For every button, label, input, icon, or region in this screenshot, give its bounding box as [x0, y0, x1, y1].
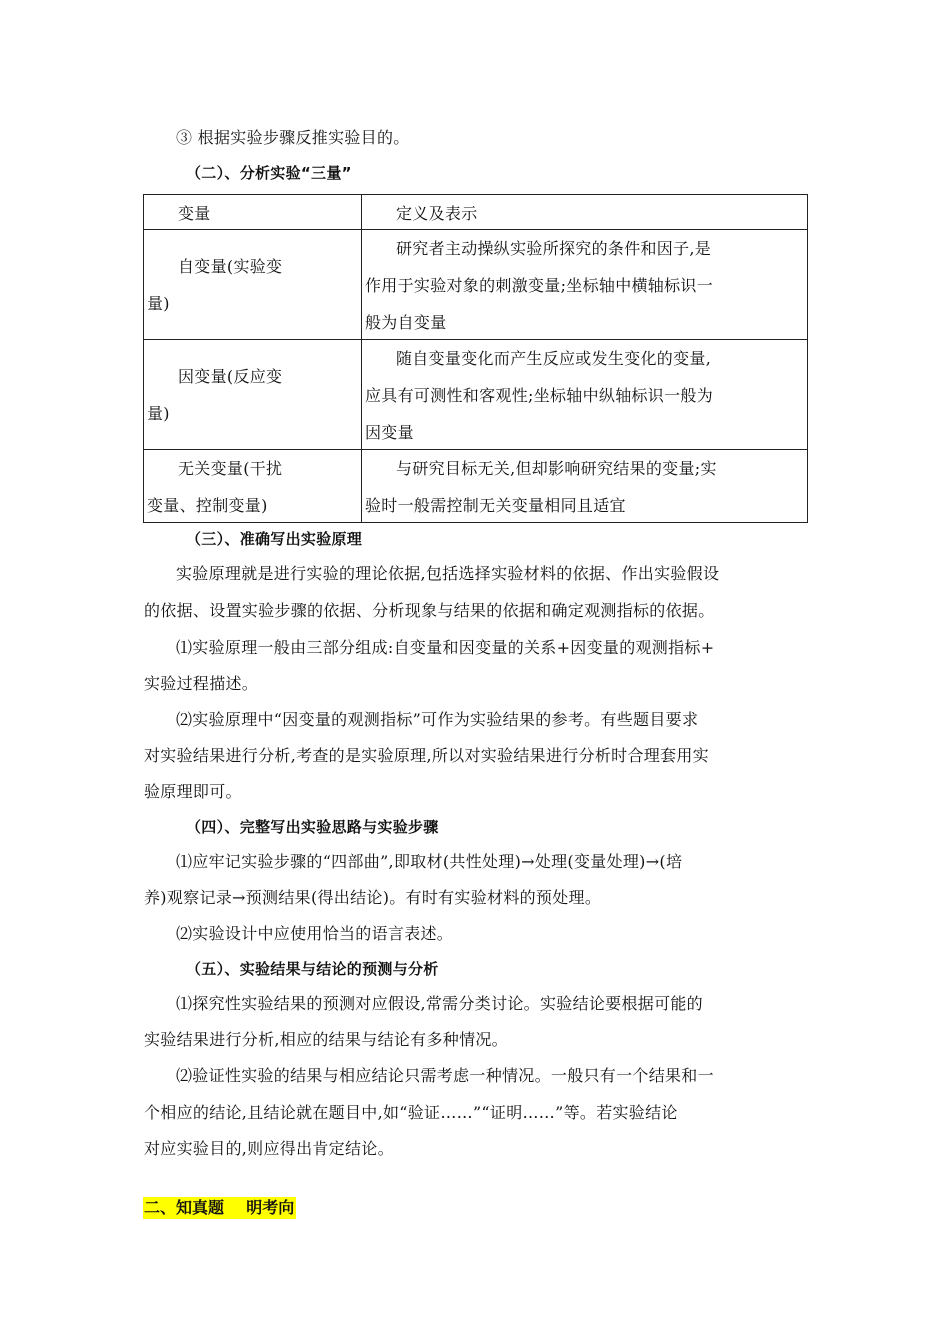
definition-line: 与研究目标无关,但却影响研究结果的变量;实 — [396, 459, 717, 478]
header-cell-definition — [362, 195, 808, 230]
variable-name-line: 量) — [147, 294, 170, 313]
section-heading-4: （四）、完整写出实验思路与实验步骤 — [186, 818, 439, 836]
paragraph-line: 实验过程描述。 — [144, 674, 259, 693]
variable-name-line: 变量、控制变量) — [147, 496, 268, 515]
variable-definition-cell — [362, 450, 808, 523]
variable-name-cell — [144, 230, 362, 340]
header-variable-text: 变量 — [178, 204, 211, 223]
paragraph-line: ⑵实验设计中应使用恰当的语言表述。 — [176, 924, 454, 943]
definition-line: 随自变量变化而产生反应或发生变化的变量, — [396, 349, 712, 368]
header-cell-variable — [144, 195, 362, 230]
section-heading-3: （三）、准确写出实验原理 — [186, 530, 363, 548]
variable-definition-cell — [362, 340, 808, 450]
paragraph-step3: ③ 根据实验步骤反推实验目的。 — [176, 128, 410, 147]
table-row — [144, 230, 808, 340]
variable-name-cell — [144, 340, 362, 450]
definition-line: 因变量 — [365, 423, 414, 442]
definition-line: 般为自变量 — [365, 313, 447, 332]
paragraph-line: 验原理即可。 — [144, 782, 242, 801]
variable-definition-cell — [362, 230, 808, 340]
variables-table — [143, 194, 808, 523]
table-row — [144, 340, 808, 450]
paragraph-line: 养)观察记录→预测结果(得出结论)。有时有实验材料的预处理。 — [144, 888, 602, 907]
paragraph-line: 对应实验目的,则应得出肯定结论。 — [144, 1139, 394, 1158]
definition-line: 验时一般需控制无关变量相同且适宜 — [365, 496, 626, 515]
variable-name-line: 因变量(反应变 — [178, 367, 283, 386]
part2-heading: 二、知真题 明考向 — [144, 1198, 295, 1217]
section-heading-2: （二）、分析实验“三量” — [186, 164, 352, 182]
paragraph-line: ⑵验证性实验的结果与相应结论只需考虑一种情况。一般只有一个结果和一 — [176, 1066, 714, 1085]
table-row — [144, 450, 808, 523]
definition-line: 作用于实验对象的刺激变量;坐标轴中横轴标识一 — [365, 276, 713, 295]
variable-name-cell — [144, 450, 362, 523]
paragraph-line: 个相应的结论,且结论就在题目中,如“验证……”“证明……”等。若实验结论 — [144, 1103, 678, 1122]
paragraph-line: ⑴实验原理一般由三部分组成:自变量和因变量的关系+因变量的观测指标+ — [176, 638, 715, 657]
paragraph-line: ⑴探究性实验结果的预测对应假设,常需分类讨论。实验结论要根据可能的 — [176, 994, 703, 1013]
table-header-row — [144, 195, 808, 230]
definition-line: 研究者主动操纵实验所探究的条件和因子,是 — [396, 239, 712, 258]
paragraph-line: 的依据、设置实验步骤的依据、分析现象与结果的依据和确定观测指标的依据。 — [144, 601, 715, 620]
paragraph-line: 实验结果进行分析,相应的结果与结论有多种情况。 — [144, 1030, 508, 1049]
paragraph-line: 实验原理就是进行实验的理论依据,包括选择实验材料的依据、作出实验假设 — [176, 564, 720, 583]
paragraph-line: ⑴应牢记实验步骤的“四部曲”,即取材(共性处理)→处理(变量处理)→(培 — [176, 852, 683, 871]
section-heading-5: （五）、实验结果与结论的预测与分析 — [186, 960, 439, 978]
variable-name-line: 无关变量(干扰 — [178, 459, 283, 478]
paragraph-line: ⑵实验原理中“因变量的观测指标”可作为实验结果的参考。有些题目要求 — [176, 710, 699, 729]
header-definition-text: 定义及表示 — [396, 204, 478, 223]
definition-line: 应具有可测性和客观性;坐标轴中纵轴标识一般为 — [365, 386, 713, 405]
paragraph-line: 对实验结果进行分析,考查的是实验原理,所以对实验结果进行分析时合理套用实 — [144, 746, 709, 765]
variable-name-line: 自变量(实验变 — [178, 257, 283, 276]
variable-name-line: 量) — [147, 404, 170, 423]
